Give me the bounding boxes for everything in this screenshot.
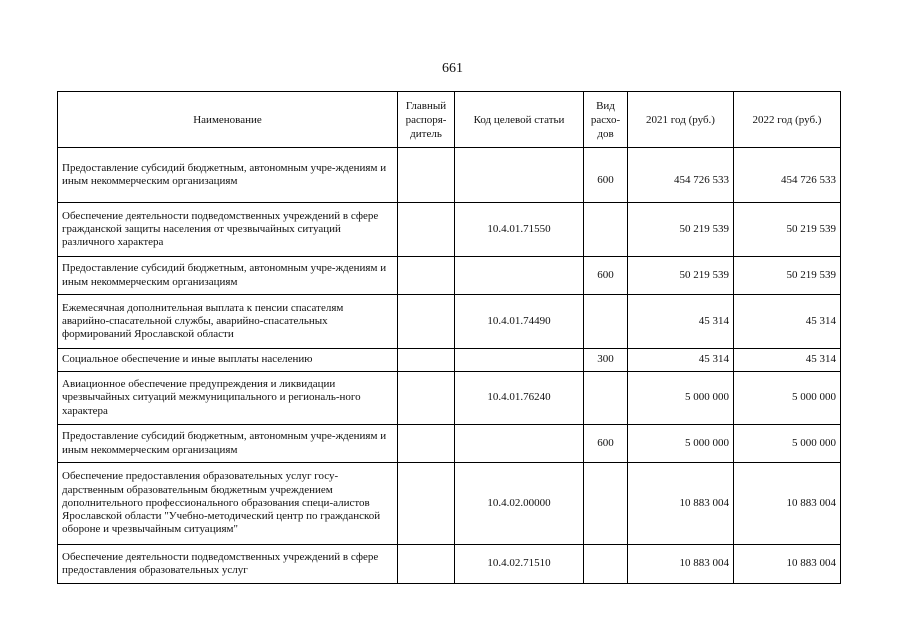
row-admin xyxy=(398,295,455,349)
row-name: Предоставление субсидий бюджетным, автономным учре-ждениям и иным некоммерческим организациям xyxy=(58,148,398,203)
row-2021: 454 726 533 xyxy=(628,148,734,203)
row-2022: 50 219 539 xyxy=(734,257,841,295)
row-name: Ежемесячная дополнительная выплата к пенсии спасателям аварийно-спасательной службы, аварийно-спасательных формирований Ярославской области xyxy=(58,295,398,349)
row-admin xyxy=(398,463,455,545)
header-2021: 2021 год (руб.) xyxy=(628,92,734,148)
table-row xyxy=(58,463,841,545)
row-type: 600 xyxy=(584,148,628,203)
row-2021: 50 219 539 xyxy=(628,257,734,295)
row-2021: 45 314 xyxy=(628,349,734,372)
table-row xyxy=(58,372,841,425)
row-code: 10.4.01.76240 xyxy=(455,372,584,425)
row-code: 10.4.01.71550 xyxy=(455,203,584,257)
row-code xyxy=(455,148,584,203)
row-2021: 5 000 000 xyxy=(628,425,734,463)
table-row xyxy=(58,257,841,295)
row-admin xyxy=(398,257,455,295)
table-row xyxy=(58,203,841,257)
header-type: Вид расхо-дов xyxy=(584,92,628,148)
row-2022: 5 000 000 xyxy=(734,372,841,425)
row-code xyxy=(455,257,584,295)
row-2022: 50 219 539 xyxy=(734,203,841,257)
row-2021: 45 314 xyxy=(628,295,734,349)
row-type xyxy=(584,372,628,425)
row-2022: 10 883 004 xyxy=(734,545,841,584)
row-code xyxy=(455,425,584,463)
table-row xyxy=(58,349,841,372)
row-code xyxy=(455,349,584,372)
table-row xyxy=(58,545,841,584)
row-2021: 10 883 004 xyxy=(628,463,734,545)
row-name: Обеспечение предоставления образовательных услуг госу-дарственным образовательным бюджетным учреждением дополнительного профессионального образования специ-алистов Ярославской области "Учебно-методический центр по гражданской обороне и чрезвычайным ситуациям" xyxy=(58,463,398,545)
page-number: 661 xyxy=(442,61,463,76)
row-admin xyxy=(398,148,455,203)
row-2021: 10 883 004 xyxy=(628,545,734,584)
table-row xyxy=(58,425,841,463)
row-admin xyxy=(398,349,455,372)
row-2022: 454 726 533 xyxy=(734,148,841,203)
row-type xyxy=(584,463,628,545)
row-name: Обеспечение деятельности подведомственных учреждений в сфере предоставления образовательных услуг xyxy=(58,545,398,584)
row-type xyxy=(584,295,628,349)
row-admin xyxy=(398,425,455,463)
budget-table xyxy=(57,91,841,584)
row-2022: 45 314 xyxy=(734,349,841,372)
header-2022: 2022 год (руб.) xyxy=(734,92,841,148)
row-2021: 50 219 539 xyxy=(628,203,734,257)
row-admin xyxy=(398,372,455,425)
header-code: Код целевой статьи xyxy=(455,92,584,148)
table-row xyxy=(58,295,841,349)
row-name: Социальное обеспечение и иные выплаты населению xyxy=(58,349,398,372)
row-admin xyxy=(398,545,455,584)
row-2022: 10 883 004 xyxy=(734,463,841,545)
row-type: 300 xyxy=(584,349,628,372)
row-type: 600 xyxy=(584,257,628,295)
row-2022: 45 314 xyxy=(734,295,841,349)
row-type: 600 xyxy=(584,425,628,463)
row-name: Обеспечение деятельности подведомственных учреждений в сфере гражданской защиты населения от чрезвычайных ситуаций различного характера xyxy=(58,203,398,257)
header-admin: Главный распоря-дитель xyxy=(398,92,455,148)
row-name: Предоставление субсидий бюджетным, автономным учре-ждениям и иным некоммерческим организациям xyxy=(58,257,398,295)
header-name: Наименование xyxy=(58,92,398,148)
row-code: 10.4.02.00000 xyxy=(455,463,584,545)
row-code: 10.4.02.71510 xyxy=(455,545,584,584)
row-name: Авиационное обеспечение предупреждения и ликвидации чрезвычайных ситуаций межмуниципального и региональ-ного характера xyxy=(58,372,398,425)
row-admin xyxy=(398,203,455,257)
table-row xyxy=(58,148,841,203)
row-code: 10.4.01.74490 xyxy=(455,295,584,349)
table-header-row xyxy=(58,92,841,148)
row-type xyxy=(584,545,628,584)
row-2021: 5 000 000 xyxy=(628,372,734,425)
row-name: Предоставление субсидий бюджетным, автономным учре-ждениям и иным некоммерческим организациям xyxy=(58,425,398,463)
row-type xyxy=(584,203,628,257)
row-2022: 5 000 000 xyxy=(734,425,841,463)
